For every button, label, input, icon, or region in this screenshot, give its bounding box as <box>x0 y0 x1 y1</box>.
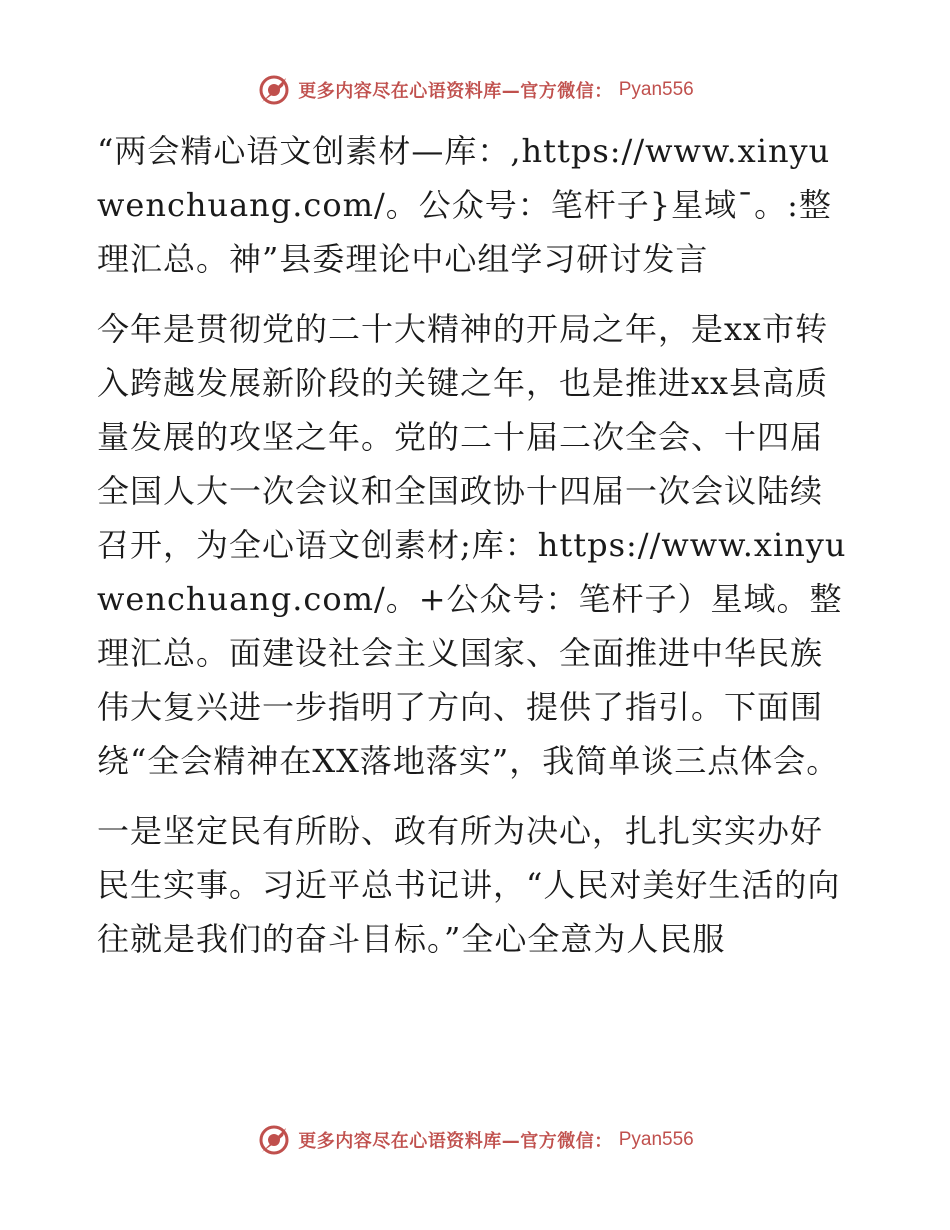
document-body <box>97 124 853 966</box>
footer-banner-text: 更多内容尽在心语资料库—官方微信： <box>298 1131 613 1152</box>
footer-banner <box>0 1120 950 1160</box>
header-banner <box>0 70 950 110</box>
quill-logo-icon <box>256 1122 292 1158</box>
footer-banner-id: Pyan556 <box>618 1129 694 1150</box>
header-banner-id: Pyan556 <box>618 79 694 100</box>
body-paragraph-2: 一是坚定民有所盼、政有所为决心，扎扎实实办好民生实事。习近平总书记讲，“人民对美好生活的向往就是我们的奋斗目标。”全心全意为人民服 <box>97 812 841 958</box>
body-paragraph-1: 今年是贯彻党的二十大精神的开局之年，是xx市转入跨越发展新阶段的关键之年，也是推进xx县高质量发展的攻坚之年。党的二十届二次全会、十四届全国人大一次会议和全国政协十四届一次会议陆续召开，为全心语文创素材;库：https://www.xinyuwenchuang.com/。+公众号：笔杆子）星域。整理汇总。面建设社会主义国家、全面推进中华民族伟大复兴进一步指明了方向、提供了指引。下面围绕“全会精神在XX落地落实”，我简单谈三点体会。 <box>97 310 847 780</box>
quill-logo-icon <box>256 72 292 108</box>
document-title-paragraph: “两会精心语文创素材—库：,https://www.xinyuwenchuang.com/。公众号：笔杆子}星域¯。:整理汇总。神”县委理论中心组学习研讨发言 <box>97 132 832 278</box>
header-banner-text: 更多内容尽在心语资料库—官方微信： <box>298 81 613 102</box>
